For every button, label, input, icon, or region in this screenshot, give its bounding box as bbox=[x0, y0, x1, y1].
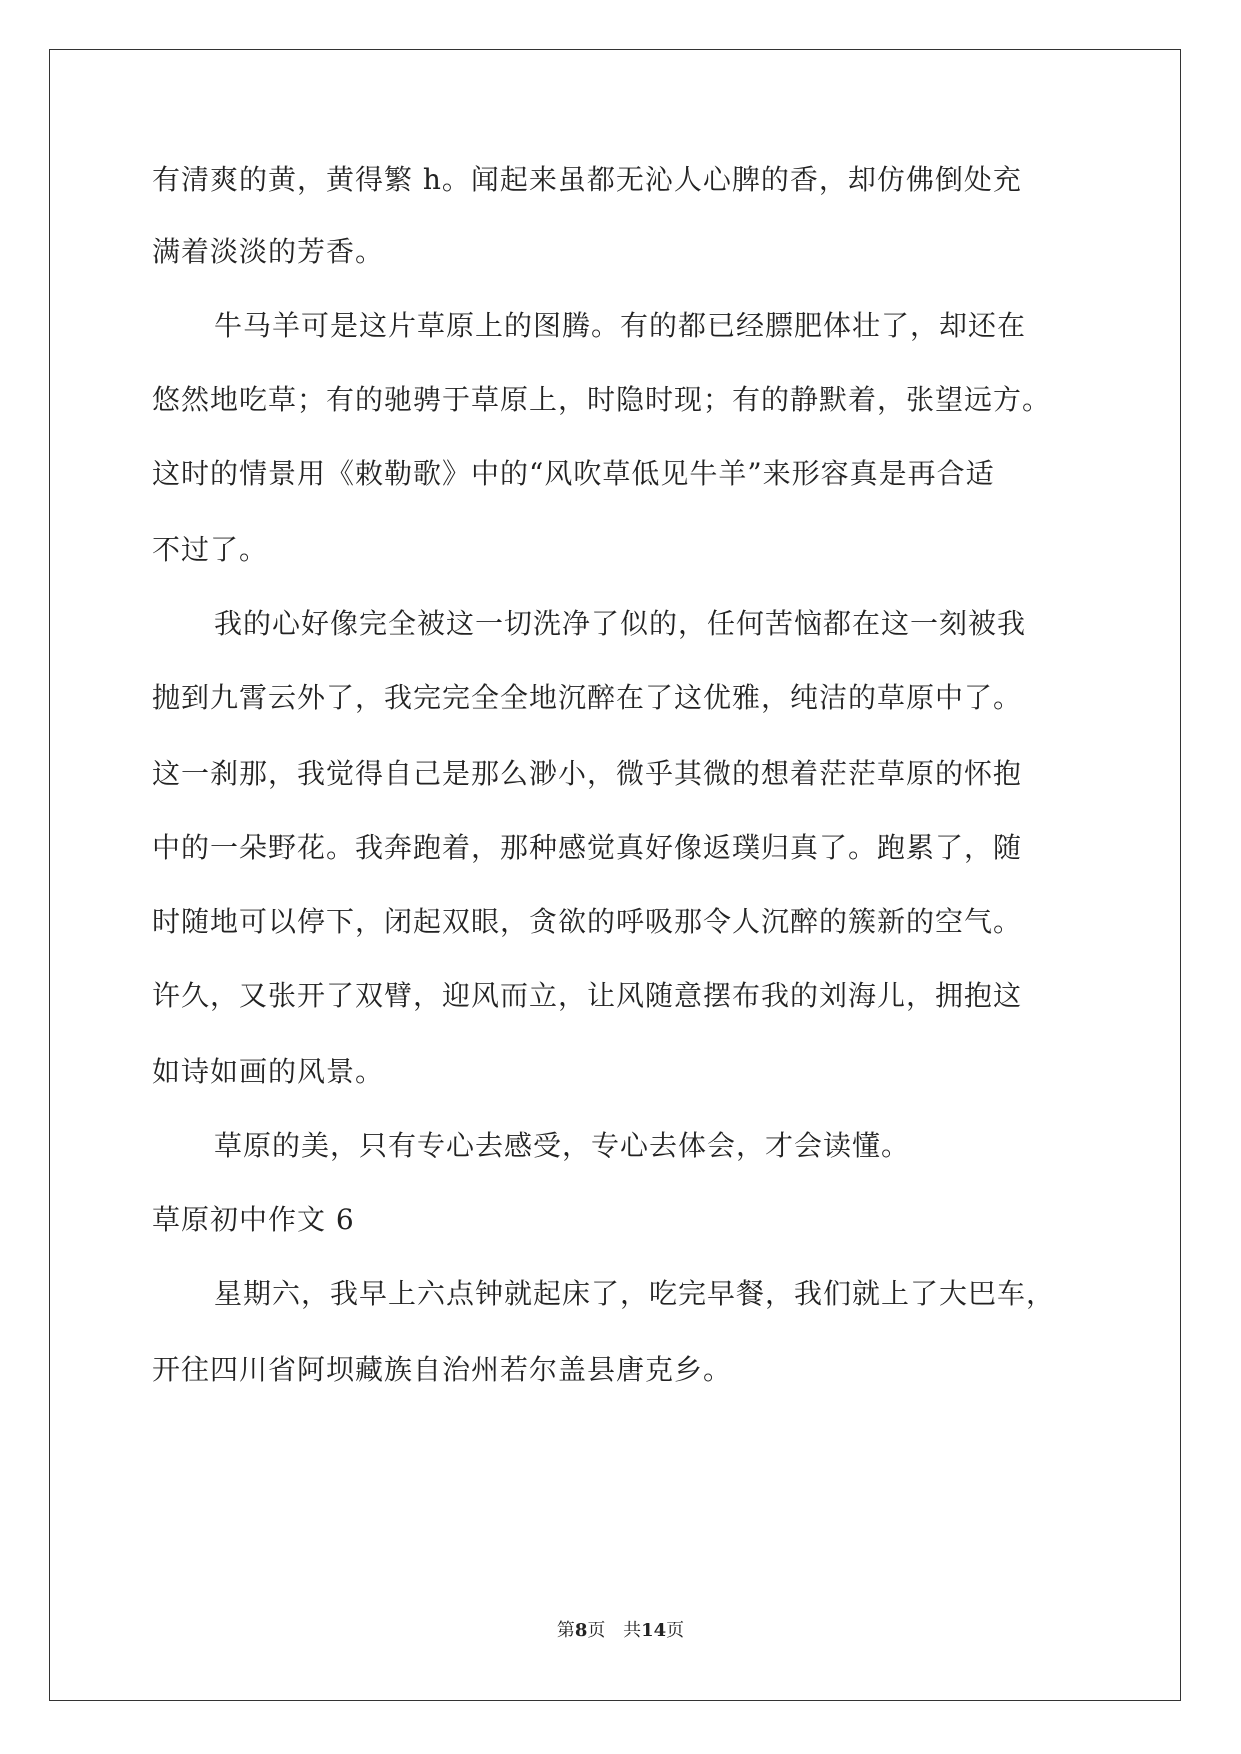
text-line: 中的一朵野花。我奔跑着，那种感觉真好像返璞归真了。跑累了，随 bbox=[152, 831, 1023, 864]
text-line: 这时的情景用《敕勒歌》中的“风吹草低见牛羊”来形容真是再合适 bbox=[152, 457, 995, 490]
text-line: 如诗如画的风景。 bbox=[152, 1055, 385, 1088]
text-line: 悠然地吃草；有的驰骋于草原上，时隐时现；有的静默着，张望远方。 bbox=[152, 383, 1052, 416]
section-heading: 草原初中作文 6 bbox=[152, 1203, 355, 1236]
page-footer bbox=[0, 1616, 1241, 1642]
page-border bbox=[49, 49, 1181, 1701]
text-line: 满着淡淡的芳香。 bbox=[152, 235, 385, 268]
paragraph-first-line: 星期六，我早上六点钟就起床了，吃完早餐，我们就上了大巴车， bbox=[214, 1277, 1056, 1310]
text-line: 抛到九霄云外了，我完完全全地沉醉在了这优雅，纯洁的草原中了。 bbox=[152, 681, 1023, 714]
paragraph-first-line: 草原的美，只有专心去感受，专心去体会，才会读懂。 bbox=[214, 1129, 911, 1162]
page-indicator: 第8页 bbox=[556, 1620, 606, 1641]
text-line: 开往四川省阿坝藏族自治州若尔盖县唐克乡。 bbox=[152, 1353, 733, 1386]
paragraph-first-line: 牛马羊可是这片草原上的图腾。有的都已经膘肥体壮了，却还在 bbox=[214, 309, 1027, 342]
total-pages: 14 bbox=[641, 1620, 667, 1641]
text-line: 时随地可以停下，闭起双眼，贪欲的呼吸那令人沉醉的簇新的空气。 bbox=[152, 905, 1023, 938]
text-line: 许久，又张开了双臂，迎风而立，让风随意摆布我的刘海儿，拥抱这 bbox=[152, 979, 1023, 1012]
text-line: 这一刹那，我觉得自己是那么渺小，微乎其微的想着茫茫草原的怀抱 bbox=[152, 757, 1023, 790]
text-line: 不过了。 bbox=[152, 533, 269, 566]
text-line: 有清爽的黄，黄得繁 h。闻起来虽都无沁人心脾的香，却仿佛倒处充 bbox=[152, 163, 1022, 196]
total-pages-indicator: 共14页 bbox=[623, 1620, 685, 1641]
paragraph-first-line: 我的心好像完全被这一切洗净了似的，任何苦恼都在这一刻被我 bbox=[214, 607, 1027, 640]
page-number: 8 bbox=[574, 1620, 588, 1641]
